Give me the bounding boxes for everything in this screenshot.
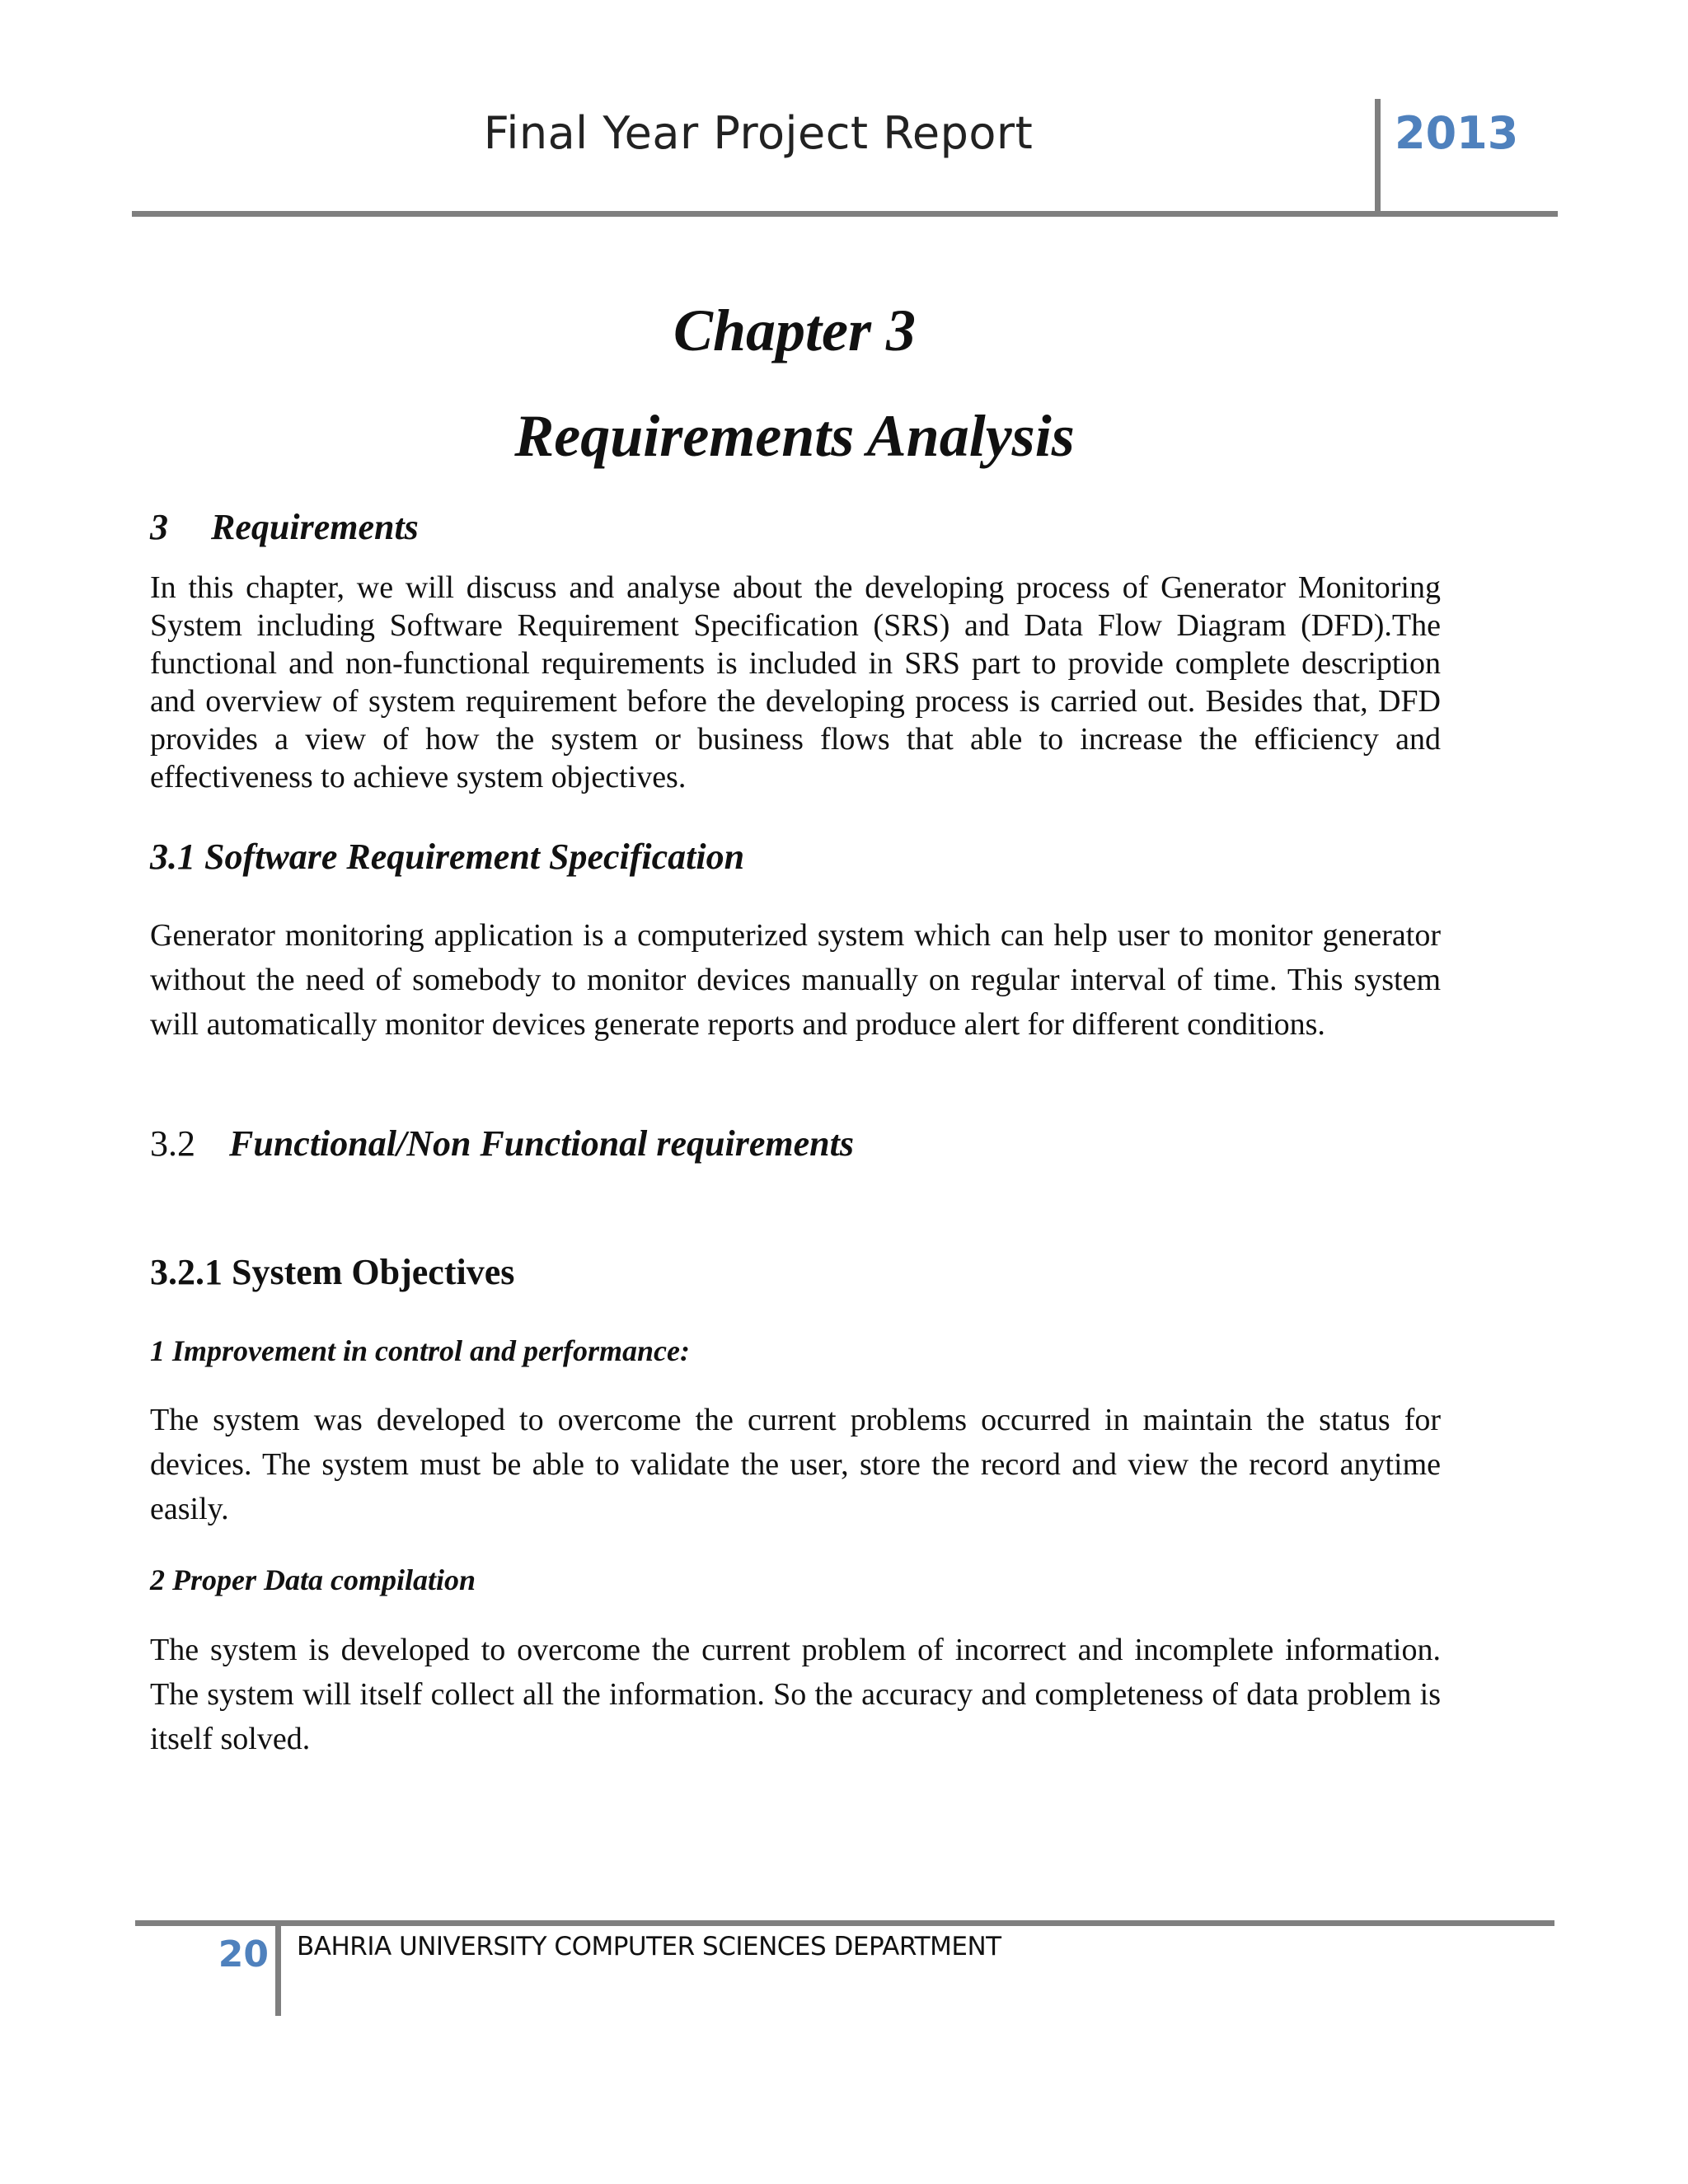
section-title: Requirements: [211, 507, 419, 547]
header-rule: [132, 211, 1558, 217]
section-title: Functional/Non Functional requirements: [229, 1123, 854, 1164]
header-title: Final Year Project Report: [483, 107, 1034, 159]
srs-paragraph: Generator monitoring application is a computerized system which can help user to monitor generator without the need of somebody to monitor devices manually on regular interval of time. This system will automatically monitor devices generate reports and produce alert for different conditions.: [150, 918, 1441, 1042]
section-heading-srs: 3.1 Software Requirement Specification: [150, 837, 745, 877]
objective-title: 2 Proper Data compilation: [150, 1563, 476, 1596]
chapter-number: Chapter 3: [673, 298, 917, 363]
objective-paragraph: The system is developed to overcome the current problem of incorrect and incomplete information. The system will itself collect all the information. So the accuracy and completeness of data problem is itself solved.: [150, 1633, 1441, 1756]
section-heading-objectives: 3.2.1 System Objectives: [150, 1252, 515, 1292]
header-year: 2013: [1395, 107, 1519, 159]
footer-rule: [135, 1920, 1554, 1926]
chapter-title: Requirements Analysis: [514, 403, 1075, 469]
page-number: 20: [218, 1933, 269, 1975]
footer-divider: [275, 1920, 281, 2016]
section-number: 3: [150, 507, 168, 547]
section-heading-functional: [150, 1122, 854, 1165]
section-heading-requirements: [150, 506, 419, 548]
intro-paragraph: In this chapter, we will discuss and analyse about the developing process of Generator Monitoring System including Software Requirement Specification (SRS) and Data Flow Diagram (DFD).The functional and non-functional requirements is included in SRS part to provide complete description and overview of system requirement before the developing process is carried out. Besides that, DFD provides a view of how the system or business flows that able to increase the efficiency and effectiveness to achieve system objectives.: [150, 570, 1441, 794]
footer-department: BAHRIA UNIVERSITY COMPUTER SCIENCES DEPARTMENT: [297, 1932, 1001, 1961]
header-divider: [1375, 99, 1381, 216]
section-number: 3.2: [150, 1123, 195, 1164]
objective-title: 1 Improvement in control and performance:: [150, 1334, 690, 1367]
objective-paragraph: The system was developed to overcome the current problems occurred in maintain the status for devices. The system must be able to validate the user, store the record and view the record anytime easily.: [150, 1403, 1441, 1526]
